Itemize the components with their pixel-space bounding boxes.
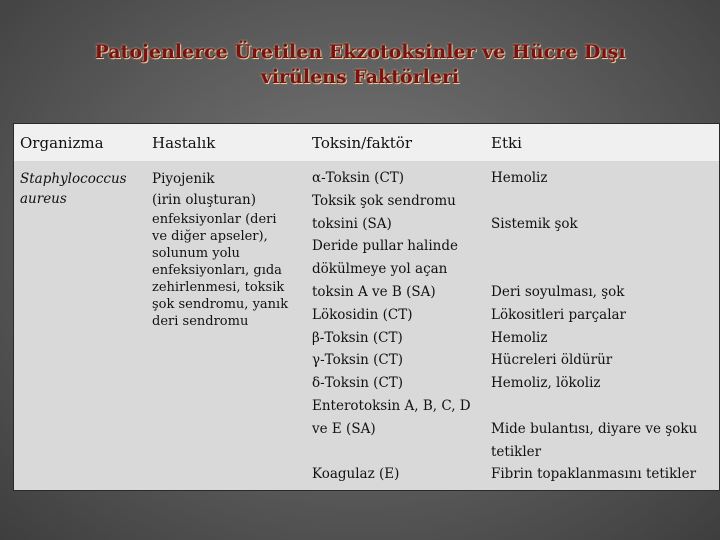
effect-line: Deri soyulması, şok [491,283,625,300]
disease-line: zehirlenmesi, toksik [152,280,285,295]
slide-title [0,40,720,90]
toxin-line: Koagulaz (E) [312,466,400,483]
effect-line: Mide bulantısı, diyare ve şoku [491,420,698,437]
effect-line [491,235,719,258]
table-header-row [14,124,719,162]
disease-line: Piyojenik [152,171,215,187]
effect-line: Hemoliz [491,170,548,186]
disease-line: (irin oluşturan) [152,192,256,208]
header-organism: Organizma [20,134,104,152]
header-toxin: Toksin/faktör [312,134,412,152]
toxin-line: β-Toksin (CT) [312,329,403,346]
toxin-line: toksin A ve B (SA) [312,283,436,300]
disease-line: şok sendromu, yanık [152,297,289,312]
toxin-line: δ-Toksin (CT) [312,375,404,392]
effect-line: Fibrin topaklanmasını tetikler [491,466,697,483]
organism-line: aureus [20,191,67,207]
table-row [14,161,719,490]
toxin-line [312,441,488,464]
effect-line [491,190,719,213]
toxin-cell [312,167,488,486]
effect-line [491,258,719,281]
toxin-line: γ-Toksin (CT) [312,352,403,369]
toxin-line: Deride pullar halinde [312,238,458,255]
effect-cell [491,167,719,486]
toxin-line: α-Toksin (CT) [312,170,405,186]
toxin-line: ve E (SA) [312,420,376,437]
header-disease: Hastalık [152,134,216,152]
header-effect: Etki [491,134,522,152]
title-line-2: virülens Faktörleri [260,66,460,88]
toxin-line: dökülmeye yol açan [312,261,448,278]
disease-line: enfeksiyonlar (deri [152,212,277,227]
effect-line: Lökositleri parçalar [491,306,627,323]
disease-line: deri sendromu [152,314,249,329]
toxin-line: Toksik şok sendromu [312,192,456,209]
effect-line: Sistemik şok [491,215,578,232]
disease-line: enfeksiyonları, gıda [152,263,282,278]
disease-cell [152,169,312,330]
organism-cell [20,169,145,209]
disease-line: solunum yolu [152,246,240,261]
effect-line: Hemoliz [491,329,548,346]
organism-line: Staphylococcus [20,171,127,187]
effect-line [491,395,719,418]
toxin-table [13,123,720,491]
effect-line: Hücreleri öldürür [491,352,613,369]
toxin-line: toksini (SA) [312,215,392,232]
toxin-line: Enterotoksin A, B, C, D [312,397,471,414]
toxin-line: Lökosidin (CT) [312,306,413,323]
title-line-1: Patojenlerce Üretilen Ekzotoksinler ve Hücre Dışı [94,41,626,63]
effect-line: tetikler [491,443,542,460]
disease-line: ve diğer apseler), [152,229,268,244]
effect-line: Hemoliz, lökoliz [491,375,601,392]
